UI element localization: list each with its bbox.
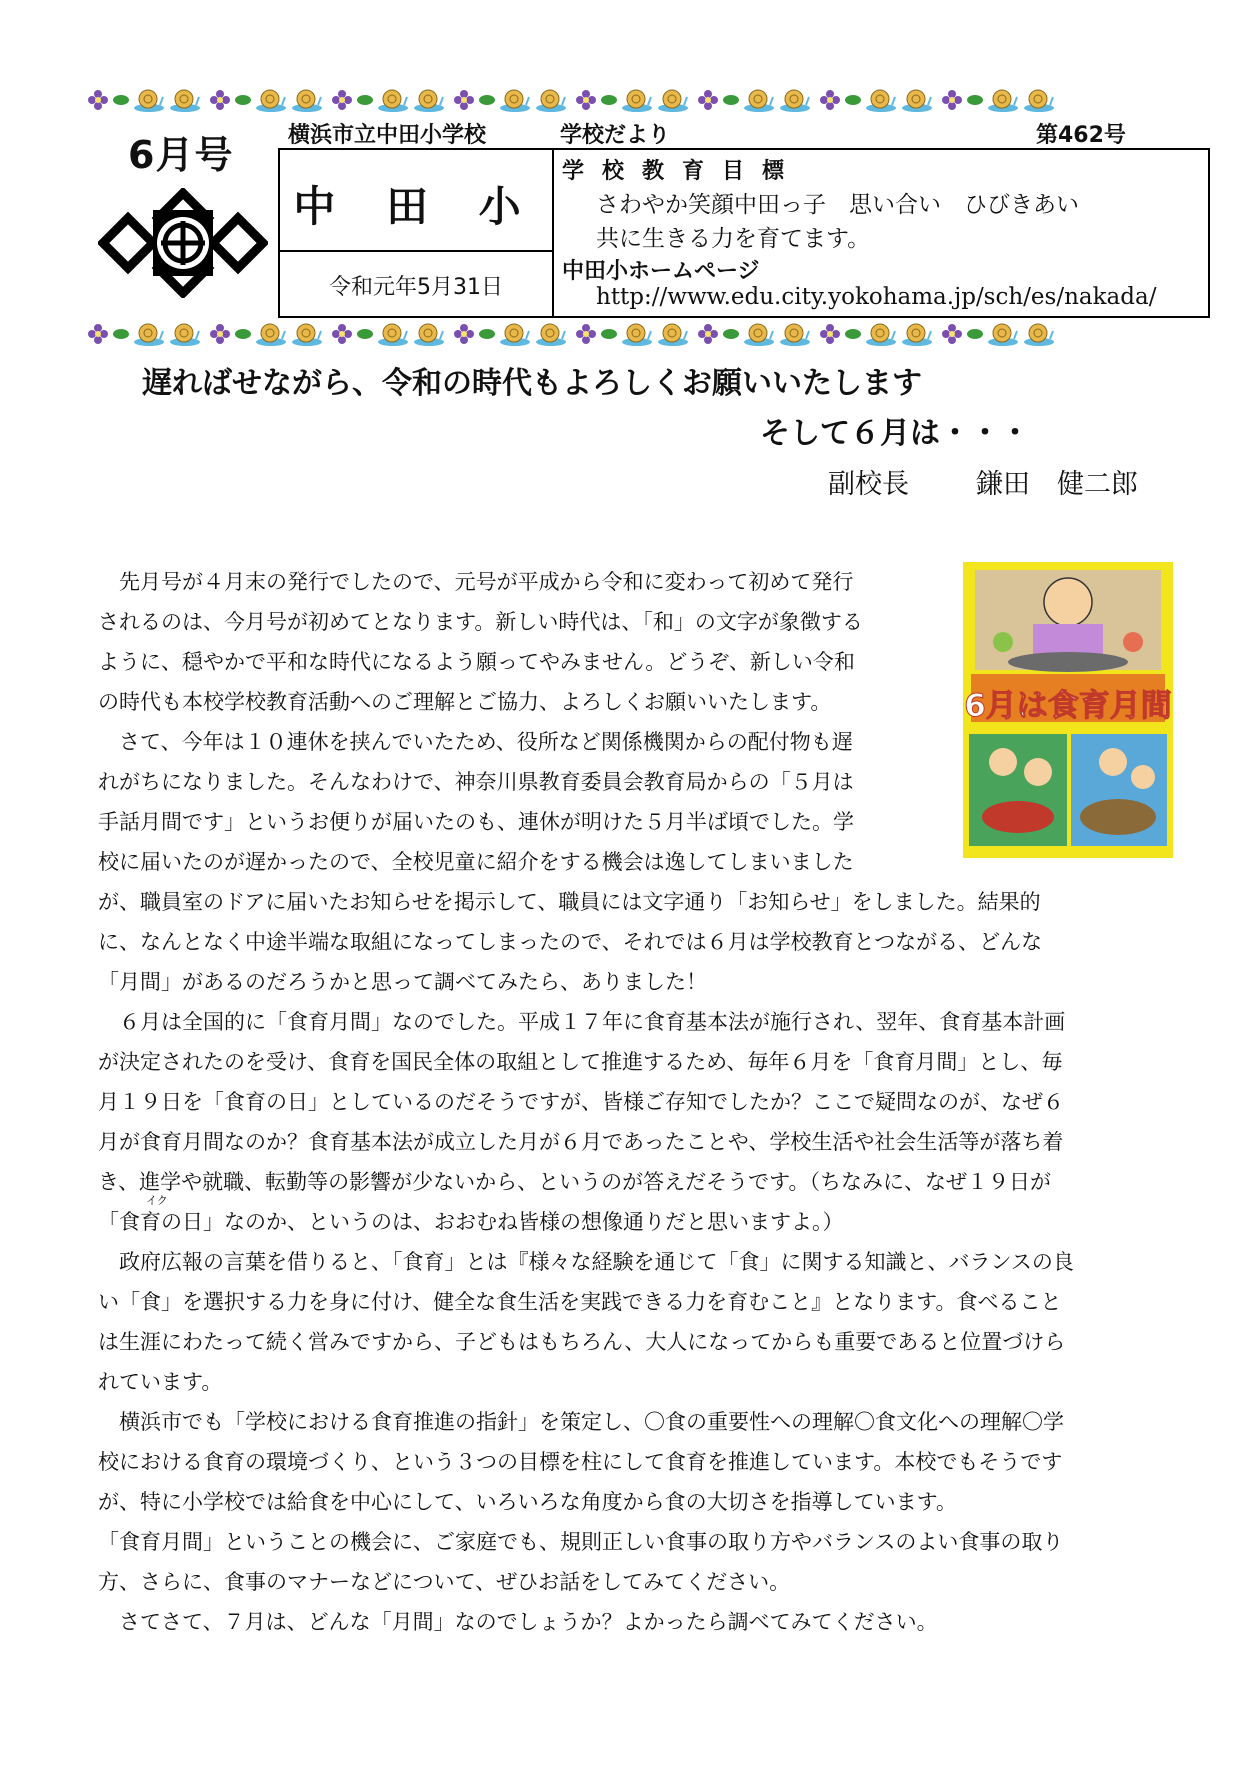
snail-icon	[498, 321, 532, 347]
header-box-right	[562, 150, 1208, 316]
flower-icon	[330, 88, 354, 112]
article-line: 校における食育の環境づくり、という３つの目標を柱にして食育を推進しています。本校でもそうです	[98, 1450, 1063, 1474]
homepage-url[interactable]: http://www.edu.city.yokohama.jp/sch/es/nakada/	[596, 284, 1157, 310]
article-line: 「食育月間」ということの機会に、ご家庭でも、規則正しい食事の取り方やバランスのよい食事の取り	[98, 1530, 1064, 1554]
leaf-icon	[722, 327, 740, 341]
flower-icon	[208, 88, 232, 112]
flower-snail-motif	[208, 87, 324, 113]
goal-title: 学校教育目標	[562, 159, 803, 184]
leaf-icon	[356, 327, 374, 341]
article-line: が、特に小学校では給食を中心にして、いろいろな角度から食の大切さを指導しています。	[98, 1490, 957, 1514]
flower-snail-motif	[574, 321, 690, 347]
flower-snail-motif	[86, 321, 202, 347]
snail-icon	[132, 321, 166, 347]
homepage-title: 中田小ホームページ	[562, 259, 760, 284]
issue-number: 第462号	[1036, 123, 1126, 148]
article-line: 政府広報の言葉を借りると、「食育」とは『様々な経験を通じて「食」に関する知識と、バランスの良	[98, 1250, 1074, 1274]
leaf-icon	[966, 93, 984, 107]
snail-icon	[290, 321, 324, 347]
snail-icon	[132, 87, 166, 113]
snail-icon	[986, 321, 1020, 347]
leaf-icon	[234, 327, 252, 341]
article-line: ６月は全国的に「食育月間」なのでした。平成１７年に食育基本法が施行され、翌年、食育基本計画	[98, 1010, 1066, 1034]
school-short-name: 中 田 小	[293, 182, 539, 231]
flower-icon	[940, 322, 964, 346]
headline-sub: そして６月は・・・	[760, 416, 1030, 451]
ruby-annotation: イク	[146, 1194, 168, 1207]
snail-icon	[620, 321, 654, 347]
flower-snail-motif	[818, 321, 934, 347]
leaf-icon	[844, 327, 862, 341]
snail-icon	[412, 321, 446, 347]
article-line: 校に届いたのが遅かったので、全校児童に紹介をする機会は逸してしまいました	[98, 850, 854, 874]
leaf-icon	[356, 93, 374, 107]
article-line: 月が食育月間なのか？食育基本法が成立した月が６月であったことや、学校生活や社会生活等が落ち着	[98, 1130, 1064, 1154]
snail-icon	[168, 87, 202, 113]
flower-snail-motif	[208, 321, 324, 347]
leaf-icon	[600, 327, 618, 341]
snail-icon	[778, 321, 812, 347]
flower-icon	[574, 322, 598, 346]
article-line: 横浜市でも「学校における食育推進の指針」を策定し、〇食の重要性への理解〇食文化への理解〇学	[98, 1410, 1064, 1434]
article-line: 「食育の日」なのか、というのは、おおむね皆様の想像通りだと思いますよ。）	[98, 1210, 844, 1234]
author-name: 鎌田 健二郎	[976, 469, 1138, 500]
flower-snail-motif	[452, 87, 568, 113]
flower-icon	[940, 88, 964, 112]
article-line: 「月間」があるのだろうかと思って調べてみたら、ありました！	[98, 970, 707, 994]
flower-snail-motif	[696, 321, 812, 347]
flower-snail-motif	[452, 321, 568, 347]
shokuiku-poster	[963, 562, 1173, 858]
snail-icon	[376, 321, 410, 347]
snail-icon	[778, 87, 812, 113]
newsletter-type: 学校だより	[560, 123, 671, 148]
bottom-decoration-border	[86, 316, 1166, 352]
flower-icon	[86, 88, 110, 112]
school-name: 横浜市立中田小学校	[288, 123, 487, 148]
snail-icon	[534, 87, 568, 113]
snail-icon	[376, 87, 410, 113]
flower-icon	[818, 88, 842, 112]
leaf-icon	[234, 93, 252, 107]
issue-month: 6月号	[128, 133, 234, 177]
snail-icon	[656, 321, 690, 347]
leaf-icon	[478, 93, 496, 107]
article-line: い「食」を選択する力を身に付け、健全な食生活を実践できる力を育むこと』となります。食べること	[98, 1290, 1062, 1314]
snail-icon	[1022, 321, 1056, 347]
flower-snail-motif	[330, 87, 446, 113]
goal-line-1: さわやか笑顔中田っ子 思い合い ひびきあい	[596, 192, 1079, 218]
snail-icon	[290, 87, 324, 113]
snail-icon	[254, 321, 288, 347]
article-line: は生涯にわたって続く営みですから、子どもはもちろん、大人になってからも重要であると位置づけら	[98, 1330, 1066, 1354]
article-line: れています。	[98, 1370, 223, 1394]
article-line: れがちになりました。そんなわけで、神奈川県教育委員会教育局からの「５月は	[98, 770, 854, 794]
article-line: 手話月間です」というお便りが届いたのも、連休が明けた５月半ば頃でした。学	[98, 810, 854, 834]
flower-snail-motif	[940, 87, 1056, 113]
article-line: されるのは、今月号が初めてとなります。新しい時代は、「和」の文字が象徴する	[98, 610, 863, 634]
snail-icon	[742, 87, 776, 113]
snail-icon	[900, 87, 934, 113]
flower-icon	[696, 322, 720, 346]
header-divider	[280, 250, 552, 252]
snail-icon	[168, 321, 202, 347]
leaf-icon	[478, 327, 496, 341]
leaf-icon	[112, 327, 130, 341]
leaf-icon	[844, 93, 862, 107]
goal-line-2: 共に生きる力を育てます。	[596, 226, 871, 252]
leaf-icon	[722, 93, 740, 107]
snail-icon	[864, 87, 898, 113]
flower-icon	[696, 88, 720, 112]
top-decoration-border	[86, 82, 1166, 118]
article-line: の時代も本校学校教育活動へのご理解とご協力、よろしくお願いいたします。	[98, 690, 832, 714]
article-line: ように、穏やかで平和な時代になるよう願ってやみません。どうぞ、新しい令和	[98, 650, 855, 674]
article-line: が、職員室のドアに届いたお知らせを掲示して、職員には文字通り「お知らせ」をしました。結果的	[98, 890, 1041, 914]
article-line: に、なんとなく中途半端な取組になってしまったので、それでは６月は学校教育とつながる、どんな	[98, 930, 1043, 954]
article-line: が決定されたのを受け、食育を国民全体の取組として推進するため、毎年６月を「食育月間」とし、毎	[98, 1050, 1063, 1074]
article-line: 先月号が４月末の発行でしたので、元号が平成から令和に変わって初めて発行	[98, 570, 854, 594]
flower-snail-motif	[330, 321, 446, 347]
snail-icon	[656, 87, 690, 113]
flower-snail-motif	[940, 321, 1056, 347]
snail-icon	[498, 87, 532, 113]
snail-icon	[1022, 87, 1056, 113]
article-line: 方、さらに、食事のマナーなどについて、ぜひお話をしてみてください。	[98, 1570, 791, 1594]
flower-icon	[86, 322, 110, 346]
flower-icon	[818, 322, 842, 346]
leaf-icon	[112, 93, 130, 107]
leaf-icon	[600, 93, 618, 107]
header-box-left	[280, 150, 554, 316]
snail-icon	[620, 87, 654, 113]
poster-title: 6月は食育月間	[964, 688, 1172, 724]
flower-snail-motif	[818, 87, 934, 113]
snail-icon	[986, 87, 1020, 113]
snail-icon	[254, 87, 288, 113]
flower-icon	[452, 322, 476, 346]
flower-snail-motif	[574, 87, 690, 113]
author-role: 副校長	[828, 469, 909, 500]
header-box	[278, 148, 1210, 318]
article-line: さてさて、７月は、どんな「月間」なのでしょうか？よかったら調べてみてください。	[98, 1610, 938, 1634]
snail-icon	[900, 321, 934, 347]
flower-icon	[208, 322, 232, 346]
leaf-icon	[966, 327, 984, 341]
flower-snail-motif	[86, 87, 202, 113]
school-emblem	[98, 188, 268, 298]
snail-icon	[742, 321, 776, 347]
flower-snail-motif	[696, 87, 812, 113]
flower-icon	[330, 322, 354, 346]
snail-icon	[412, 87, 446, 113]
article-line: さて、今年は１０連休を挟んでいたため、役所など関係機関からの配付物も遅	[98, 730, 853, 754]
issue-date: 令和元年5月31日	[329, 275, 503, 300]
flower-icon	[452, 88, 476, 112]
article-line: 月１９日を「食育の日」としているのだそうですが、皆様ご存知でしたか？ここで疑問なのが、なぜ６	[98, 1090, 1064, 1114]
snail-icon	[534, 321, 568, 347]
headline-main: 遅ればせながら、令和の時代もよろしくお願いいたします	[142, 366, 922, 401]
snail-icon	[864, 321, 898, 347]
article-line: き、進学や就職、転勤等の影響が少ないから、というのが答えだそうです。（ちなみに、なぜ１９日が	[98, 1170, 1051, 1194]
flower-icon	[574, 88, 598, 112]
